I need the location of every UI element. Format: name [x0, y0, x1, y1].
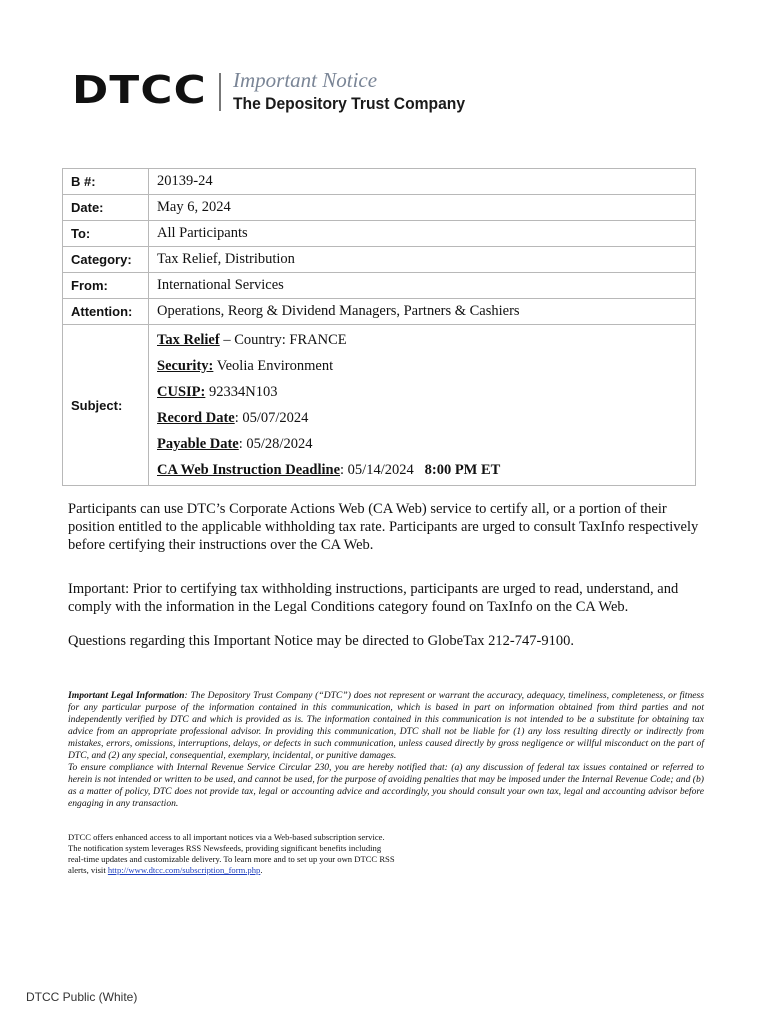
- table-row: [63, 299, 696, 325]
- row-key: To:: [63, 221, 149, 247]
- notice-info-table: [62, 168, 696, 486]
- dtcc-logo: [72, 68, 207, 112]
- legal-heading: Important Legal Information: [68, 690, 185, 701]
- table-row: [63, 247, 696, 273]
- notice-title: Important Notice: [233, 68, 378, 92]
- subject-value: [149, 325, 696, 486]
- security-label: Security:: [157, 358, 214, 374]
- row-value: May 6, 2024: [149, 195, 696, 221]
- row-value: Tax Relief, Distribution: [149, 247, 696, 273]
- deadline-time: 8:00 PM ET: [424, 462, 501, 478]
- table-row: [63, 273, 696, 299]
- row-value: International Services: [149, 273, 696, 299]
- legal-information: [68, 690, 704, 810]
- subscription-link[interactable]: http://www.dtcc.com/subscription_form.php: [107, 865, 261, 875]
- row-key: From:: [63, 273, 149, 299]
- row-key: B #:: [63, 169, 149, 195]
- record-date-value: : 05/07/2024: [234, 410, 309, 426]
- body-paragraph-questions: Questions regarding this Important Notice may be directed to GlobeTax 212-747-9100.: [68, 633, 574, 649]
- tax-relief-value: – Country: FRANCE: [219, 332, 347, 348]
- payable-date-value: : 05/28/2024: [238, 436, 313, 452]
- cusip-label: CUSIP:: [157, 384, 206, 400]
- row-key: Category:: [63, 247, 149, 273]
- row-value: Operations, Reorg & Dividend Managers, Partners & Cashiers: [149, 299, 696, 325]
- subscription-line: The notification system leverages RSS Newsfeeds, providing significant benefits including: [68, 843, 382, 853]
- subscription-line: DTCC offers enhanced access to all important notices via a Web-based subscription service.: [68, 832, 385, 842]
- legal-text-disclaimer: : The Depository Trust Company (“DTC”) does not represent or warrant the accuracy, adequacy, timeliness, completeness, or fitness for any particular purpose of the information contained in this communication, which is based in part on information obtained from third parties and not independently verified by DTC and which is provided as is. The information contained in this communication is not intended to be a substitute for obtaining tax advice from an appropriate professional advisor. In providing this communication, DTC shall not be liable for (1) any loss resulting directly or indirectly from mistakes, errors, omissions, interruptions, delays, or defects in such communication, unless caused directly by gross negligence or willful misconduct on the part of DTC, and (2) any special, consequential, exemplary, incidental, or punitive damages.: [68, 690, 704, 761]
- subject-cusip: [157, 379, 687, 405]
- legal-text-circular-230: To ensure compliance with Internal Revenue Service Circular 230, you are hereby notified that: (a) any discussion of federal tax issues contained or referred to herein is not intended or written to be used, and cannot be used, for the purpose of avoiding penalties that may be imposed under the Internal Revenue Code; and (b) as a matter of policy, DTC does not provide tax, legal or accounting advice and accordingly, you should consult your own tax, legal and accounting advisor before engaging in any transaction.: [68, 762, 704, 809]
- subject-tax-relief: [157, 327, 687, 353]
- payable-date-label: Payable Date: [157, 436, 239, 452]
- table-row: [63, 169, 696, 195]
- table-row: [63, 221, 696, 247]
- deadline-value: : 05/14/2024: [340, 462, 414, 478]
- body-paragraph-important: Important: Prior to certifying tax withholding instructions, participants are urged to read, understand, and comply with the information in the Legal Conditions category found on TaxInfo on the CA Web.: [68, 581, 679, 615]
- body-paragraph-ca-web: Participants can use DTC’s Corporate Actions Web (CA Web) service to certify all, or a portion of their position entitled to the applicable withholding tax rate. Participants are urged to consult TaxInfo respectively before certifying their instructions over the CA Web.: [68, 501, 699, 553]
- subject-payable-date: [157, 431, 687, 457]
- deadline-label: CA Web Instruction Deadline: [157, 462, 341, 478]
- dtcc-logo-text: DTCC: [72, 68, 207, 112]
- security-value: Veolia Environment: [213, 358, 334, 374]
- table-row: [63, 195, 696, 221]
- notice-header: [70, 66, 710, 122]
- subject-security: [157, 353, 687, 379]
- header-divider: [219, 73, 221, 111]
- subscription-line: [68, 865, 488, 876]
- subject-record-date: [157, 405, 687, 431]
- subscription-line-prefix: alerts, visit: [68, 865, 108, 875]
- row-value: All Participants: [149, 221, 696, 247]
- subscription-info: [68, 832, 488, 876]
- subject-deadline: [157, 457, 687, 483]
- subscription-line-suffix: .: [260, 865, 263, 875]
- row-value: 20139-24: [149, 169, 696, 195]
- subject-key: Subject:: [63, 325, 149, 486]
- row-key: Date:: [63, 195, 149, 221]
- company-name: The Depository Trust Company: [233, 94, 466, 113]
- cusip-value: 92334N103: [205, 384, 278, 400]
- row-key: Attention:: [63, 299, 149, 325]
- classification-footer: DTCC Public (White): [26, 990, 138, 1004]
- subscription-line: real-time updates and customizable delivery. To learn more and to set up your own DTCC RSS: [68, 854, 395, 864]
- subject-row: [63, 325, 696, 486]
- record-date-label: Record Date: [157, 410, 235, 426]
- tax-relief-label: Tax Relief: [157, 332, 220, 348]
